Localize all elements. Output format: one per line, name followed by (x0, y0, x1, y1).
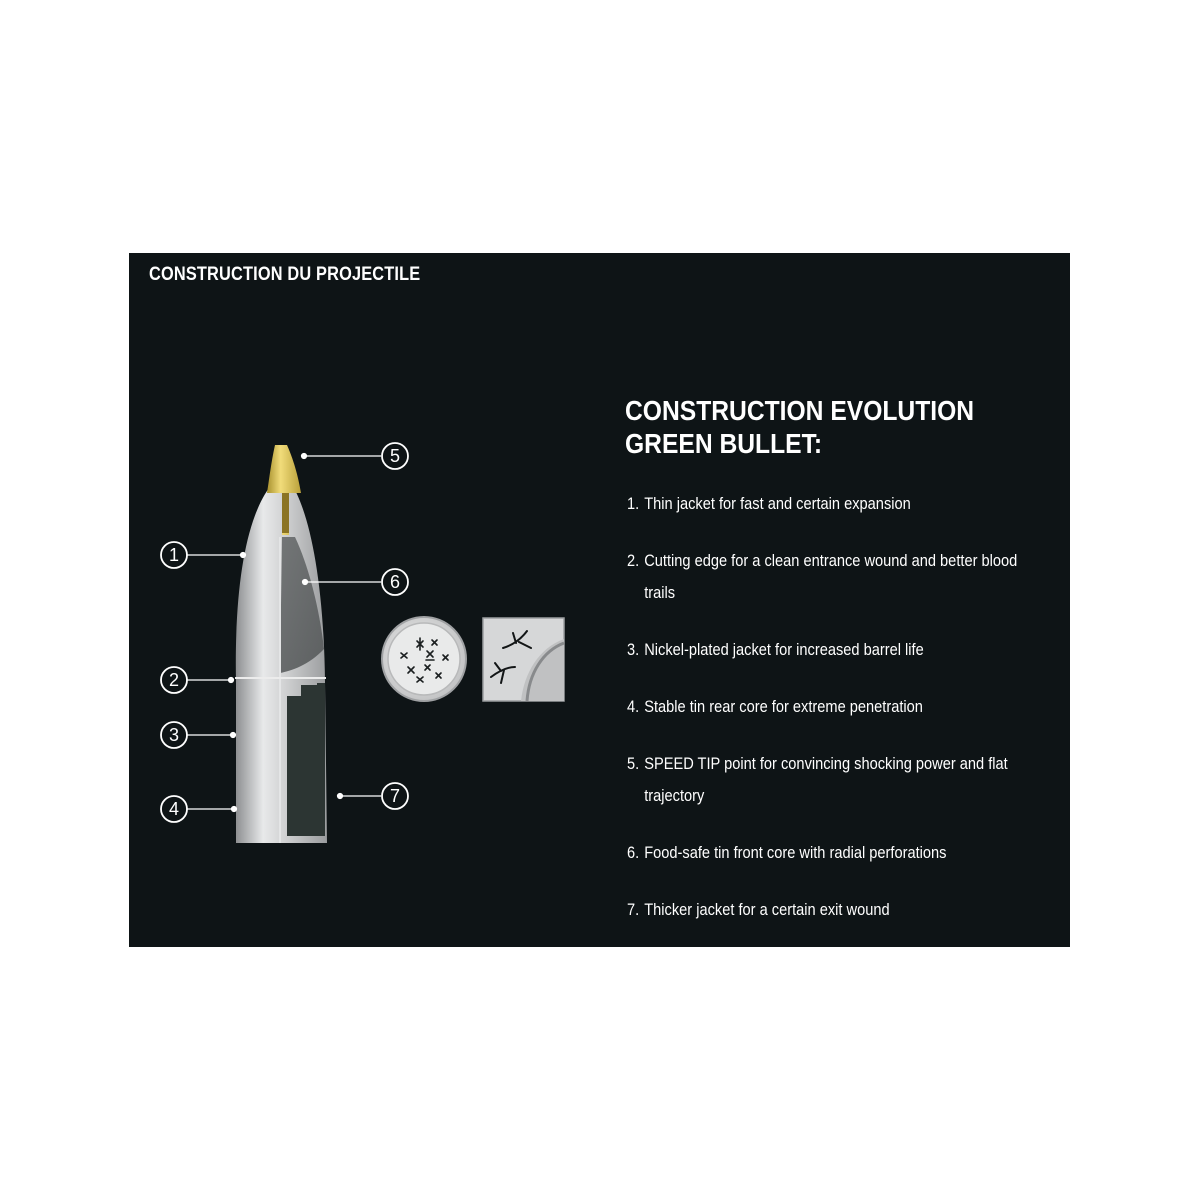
callout-4 (161, 796, 187, 822)
feature-number: 3. (627, 640, 640, 659)
tip-shadow (282, 493, 289, 533)
feature-text: SPEED TIP point for convincing shocking power and flat trajectory (644, 754, 1008, 805)
list-item (627, 488, 1038, 520)
feature-text: Thicker jacket for a certain exit wound (644, 900, 890, 919)
core-cross-section (382, 617, 466, 701)
list-item (627, 545, 1038, 609)
list-item (627, 634, 1038, 666)
callout-4-label: 4 (168, 799, 180, 819)
info-heading: CONSTRUCTION EVOLUTION GREEN BULLET: (625, 395, 975, 459)
list-item (627, 748, 1038, 812)
feature-number: 1. (627, 494, 640, 513)
feature-number: 4. (627, 697, 640, 716)
feature-text: Cutting edge for a clean entrance wound and better blood trails (644, 551, 1018, 602)
feature-number: 2. (627, 551, 640, 570)
callout-6-label: 6 (389, 572, 401, 592)
perforation-detail (483, 618, 564, 701)
feature-number: 7. (627, 900, 640, 919)
feature-text: Stable tin rear core for extreme penetration (644, 697, 923, 716)
callout-3-label: 3 (168, 725, 180, 745)
list-item (627, 894, 1038, 926)
callout-5-label: 5 (389, 446, 401, 466)
feature-number: 5. (627, 754, 640, 773)
callout-1-label: 1 (168, 545, 180, 565)
bullet-cutaway (235, 445, 327, 843)
feature-text: Thin jacket for fast and certain expansion (644, 494, 911, 513)
rear-core (287, 683, 325, 836)
list-item (627, 691, 1038, 723)
panel-title: CONSTRUCTION DU PROJECTILE (149, 264, 421, 285)
callout-6 (382, 569, 408, 595)
callout-3 (161, 722, 187, 748)
callout-1 (161, 542, 187, 568)
callout-2-label: 2 (168, 670, 180, 690)
callout-7-label: 7 (389, 786, 401, 806)
callout-5 (382, 443, 408, 469)
callout-2 (161, 667, 187, 693)
callout-7 (382, 783, 408, 809)
feature-text: Nickel-plated jacket for increased barrel life (644, 640, 924, 659)
diagram-panel (129, 253, 1070, 947)
list-item (627, 837, 1038, 869)
feature-number: 6. (627, 843, 640, 862)
feature-text: Food-safe tin front core with radial perforations (644, 843, 947, 862)
